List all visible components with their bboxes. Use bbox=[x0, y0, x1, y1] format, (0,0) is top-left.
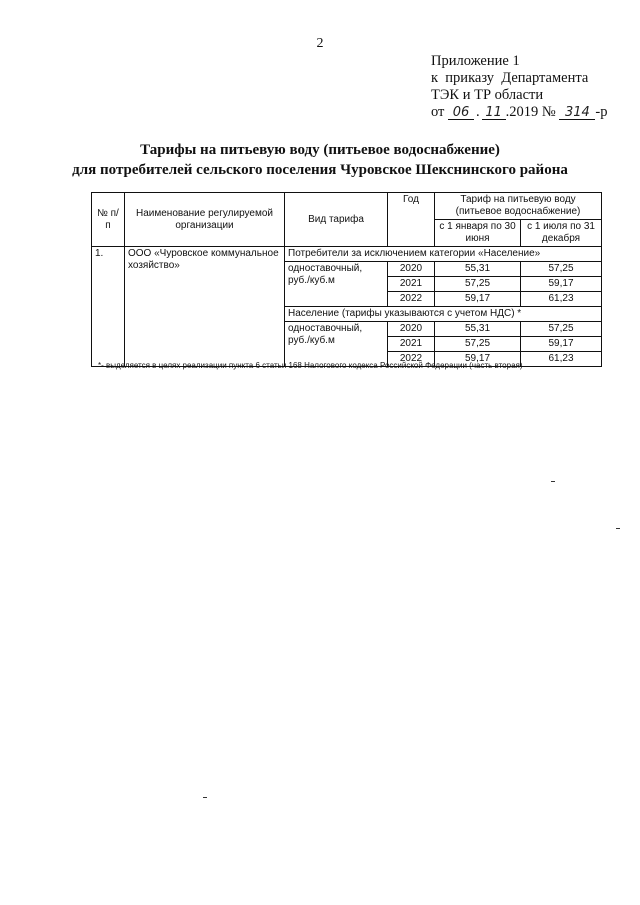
value-cell: 57,25 bbox=[435, 277, 521, 292]
appendix-block bbox=[431, 53, 607, 121]
year-cell: 2021 bbox=[388, 337, 435, 352]
row-number: 1. bbox=[92, 247, 125, 367]
tariff-type: одноставочный, руб./куб.м bbox=[285, 262, 388, 307]
appendix-department-line: ТЭК и ТР области bbox=[431, 87, 544, 103]
table-row bbox=[92, 247, 602, 262]
appendix-signature-line bbox=[431, 104, 607, 121]
value-cell: 55,31 bbox=[435, 322, 521, 337]
year-cell: 2022 bbox=[388, 352, 435, 367]
header-year: Год bbox=[388, 193, 435, 247]
scan-speck bbox=[616, 528, 620, 529]
header-type: Вид тарифа bbox=[285, 193, 388, 247]
value-cell: 55,31 bbox=[435, 262, 521, 277]
header-period-1: с 1 января по 30 июня bbox=[435, 220, 521, 247]
page-number: 2 bbox=[316, 36, 324, 51]
appendix-order-line: к приказу Департамента bbox=[431, 70, 589, 86]
value-cell: 57,25 bbox=[435, 337, 521, 352]
value-cell: 59,17 bbox=[435, 292, 521, 307]
sig-suffix: -р bbox=[595, 104, 608, 120]
header-org: Наименование регулируемой организации bbox=[125, 193, 285, 247]
year-cell: 2020 bbox=[388, 262, 435, 277]
header-num: № п/п bbox=[92, 193, 125, 247]
value-cell: 57,25 bbox=[521, 322, 602, 337]
document-title bbox=[0, 140, 640, 180]
value-cell: 59,17 bbox=[521, 337, 602, 352]
sig-month: 11 bbox=[482, 106, 506, 120]
table-header-row bbox=[92, 193, 602, 220]
sig-sep: . bbox=[476, 104, 480, 120]
sig-year: .2019 № bbox=[505, 104, 556, 120]
footnote: *- выделяется в целях реализации пункта 6 статьи 168 Налогового кодекса Российской Федерации (часть вторая) bbox=[98, 361, 523, 370]
sig-prefix: от bbox=[431, 104, 445, 120]
header-period-2: с 1 июля по 31 декабря bbox=[521, 220, 602, 247]
tariff-table bbox=[91, 192, 602, 367]
scan-speck bbox=[203, 797, 207, 798]
year-cell: 2021 bbox=[388, 277, 435, 292]
value-cell: 61,23 bbox=[521, 352, 602, 367]
year-cell: 2020 bbox=[388, 322, 435, 337]
group-label: Население (тарифы указываются с учетом НДС) * bbox=[285, 307, 602, 322]
value-cell: 57,25 bbox=[521, 262, 602, 277]
tariff-type: одноставочный, руб./куб.м bbox=[285, 322, 388, 367]
title-line-2: для потребителей сельского поселения Чуровское Шекснинского района bbox=[72, 162, 568, 178]
org-name: ООО «Чуровское коммунальное хозяйство» bbox=[125, 247, 285, 367]
appendix-title: Приложение 1 bbox=[431, 53, 520, 69]
sig-number: 314 bbox=[559, 106, 595, 120]
group-label: Потребители за исключением категории «Население» bbox=[285, 247, 602, 262]
value-cell: 59,17 bbox=[435, 352, 521, 367]
header-tariff: Тариф на питьевую воду (питьевое водоснабжение) bbox=[435, 193, 602, 220]
year-cell: 2022 bbox=[388, 292, 435, 307]
value-cell: 61,23 bbox=[521, 292, 602, 307]
sig-day: 06 bbox=[448, 106, 474, 120]
value-cell: 59,17 bbox=[521, 277, 602, 292]
scan-speck bbox=[551, 481, 555, 482]
title-line-1: Тарифы на питьевую воду (питьевое водоснабжение) bbox=[140, 142, 500, 158]
